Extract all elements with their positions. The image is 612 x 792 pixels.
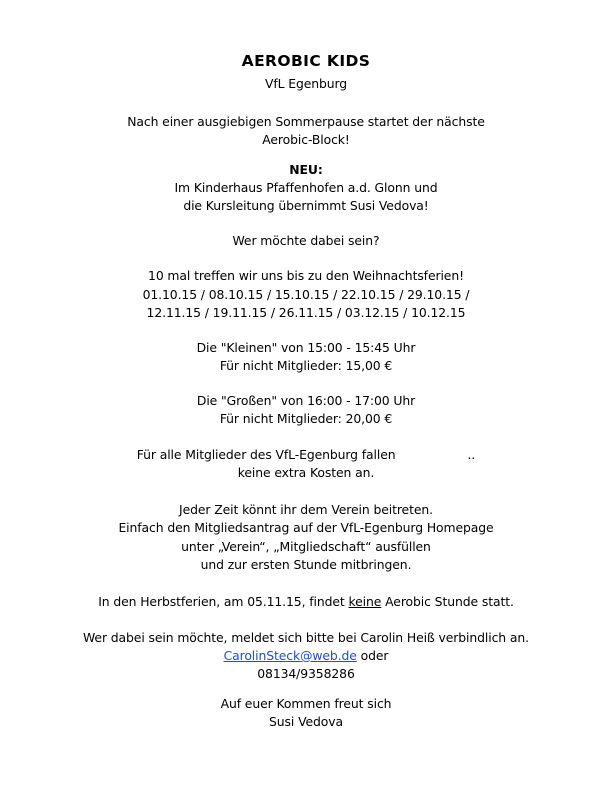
email-suffix: oder — [356, 648, 389, 663]
holiday-text-before: In den Herbstferien, am 05.11.15, findet — [98, 594, 349, 609]
holiday-emphasis: keine — [348, 594, 382, 609]
contact-phone: 08134/9358286 — [257, 666, 355, 681]
members-text: Für alle Mitglieder des VfL-Egenburg fallen — [136, 447, 396, 462]
closing-signature: Susi Vedova — [269, 714, 343, 729]
join-line-2: Einfach den Mitgliedsantrag auf der VfL-Egenburg Homepage — [118, 520, 494, 535]
email-link[interactable]: CarolinSteck@web.de — [223, 648, 357, 663]
dates-intro: 10 mal treffen wir uns bis zu den Weihnachtsferien! — [148, 268, 464, 283]
members-line-2: keine extra Kosten an. — [237, 465, 375, 480]
group-big-time: Die "Großen" von 16:00 - 17:00 Uhr — [196, 393, 416, 408]
holiday-notice — [0, 594, 612, 610]
group-big-price: Für nicht Mitglieder: 20,00 € — [219, 411, 393, 426]
intro-line-1: Nach einer ausgiebigen Sommerpause startet der nächste — [127, 114, 485, 129]
news-line-1: Im Kinderhaus Pfaffenhofen a.d. Glonn und — [174, 180, 438, 195]
news-heading: NEU: — [289, 162, 323, 177]
flyer-title: AEROBIC KIDS — [241, 52, 371, 70]
group-small-time: Die "Kleinen" von 15:00 - 15:45 Uhr — [196, 340, 416, 355]
members-dots: .. — [467, 447, 476, 462]
closing-line-1: Auf euer Kommen freut sich — [220, 696, 392, 711]
intro-line-2: Aerobic-Block! — [262, 132, 350, 147]
holiday-text-after: Aerobic Stunde statt. — [381, 594, 514, 609]
contact-line: Wer dabei sein möchte, meldet sich bitte bei Carolin Heiß verbindlich an. — [83, 630, 529, 645]
join-line-3: unter „Verein“, „Mitgliedschaft“ ausfüllen — [181, 539, 431, 554]
club-name: VfL Egenburg — [264, 76, 348, 91]
dates-line-2: 12.11.15 / 19.11.15 / 26.11.15 / 03.12.15 / 10.12.15 — [146, 305, 466, 320]
join-line-1: Jeder Zeit könnt ihr dem Verein beitreten. — [179, 502, 433, 517]
news-line-2: die Kursleitung übernimmt Susi Vedova! — [183, 198, 429, 213]
contact-email-line — [0, 648, 612, 664]
group-small-price: Für nicht Mitglieder: 15,00 € — [219, 358, 393, 373]
dates-line-1: 01.10.15 / 08.10.15 / 15.10.15 / 22.10.15 / 29.10.15 / — [142, 287, 470, 302]
join-line-4: und zur ersten Stunde mitbringen. — [200, 557, 412, 572]
members-line-1 — [0, 447, 612, 463]
question: Wer möchte dabei sein? — [232, 233, 380, 248]
